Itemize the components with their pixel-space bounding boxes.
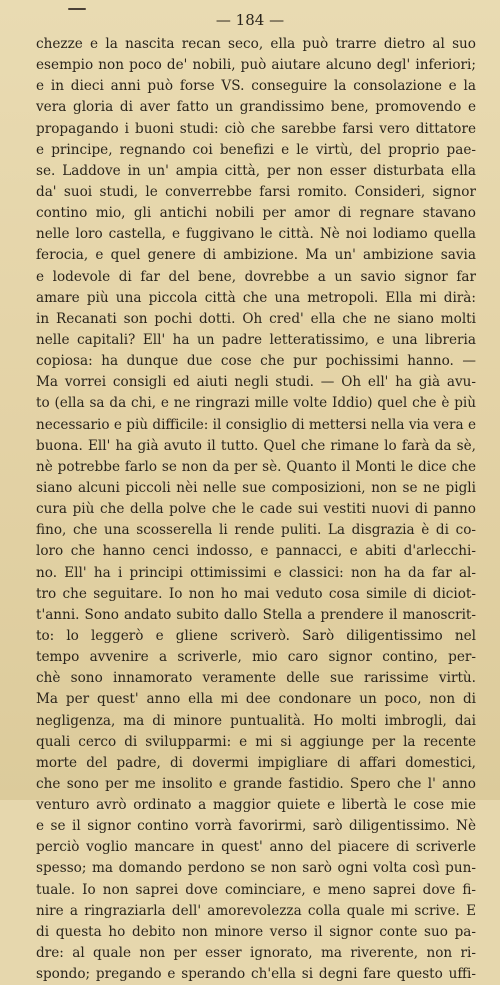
text-line: da' suoi studi, le converrebbe farsi romito. Consideri, signor bbox=[36, 183, 476, 200]
text-line: nelle capitali? Ell' ha un padre letteratissimo, e una libreria bbox=[36, 331, 476, 348]
text-line: Ma per quest' anno ella mi dee condonare un poco, non di bbox=[36, 691, 476, 708]
text-line: dre: al quale non per esser ignorato, ma riverente, non ri- bbox=[36, 945, 476, 962]
text-line: nè potrebbe farlo se non da per sè. Quanto il Monti le dice che bbox=[36, 458, 476, 475]
text-line: copiosa: ha dunque due cose che pur pochissimi hanno. — bbox=[36, 353, 476, 370]
text-line: to: lo leggerò e gliene scriverò. Sarò diligentissimo nel bbox=[36, 627, 476, 644]
text-line: spesso; ma domando perdono se non sarò ogni volta così pun- bbox=[36, 860, 476, 877]
text-line: che sono per me insolito e grande fastidio. Spero che l' anno bbox=[36, 775, 476, 792]
page-number: — 184 — bbox=[215, 11, 285, 29]
text-line: negligenza, ma di minore puntualità. Ho molti imbrogli, dai bbox=[36, 712, 476, 729]
text-line: nelle loro castella, e fuggivano le città. Nè noi lodiamo quella bbox=[36, 226, 476, 243]
text-line: quali cerco di svilupparmi: e mi si aggiunge per la recente bbox=[36, 733, 476, 750]
text-line: fino, che una scosserella li rende puliti. La disgrazia è di co- bbox=[36, 522, 476, 539]
text-line: siano alcuni piccoli nèi nelle sue composizioni, non se ne pigli bbox=[36, 479, 476, 496]
text-line: tuale. Io non saprei dove cominciare, e meno saprei dove fi- bbox=[36, 881, 476, 898]
text-line: cura più che della polve che le cade sui vestiti nuovi di panno bbox=[36, 501, 476, 518]
text-line: e lodevole di far del bene, dovrebbe a un savio signor far bbox=[36, 268, 476, 285]
text-line: contino mio, gli antichi nobili per amor di regnare stavano bbox=[36, 205, 476, 222]
body-text bbox=[36, 34, 476, 985]
text-line: loro che hanno cenci indosso, e pannacci, e abiti d'arlecchi- bbox=[36, 543, 476, 560]
text-line: Ma vorrei consigli ed aiuti negli studi. — Oh ell' ha già avu- bbox=[36, 374, 476, 391]
text-line: e principe, regnando coi benefizi e le virtù, del proprio pae- bbox=[36, 141, 476, 158]
text-line: ferocia, e quel genere di ambizione. Ma un' ambizione savia bbox=[36, 247, 476, 264]
text-line: e in dieci anni può forse VS. conseguire la consolazione e la bbox=[36, 78, 476, 95]
text-line: tempo avvenire a scriverle, mio caro signor contino, per- bbox=[36, 649, 476, 666]
text-line: spondo; pregando e sperando ch'ella si degni fare questo uffi- bbox=[36, 966, 476, 983]
text-line: to (ella sa da chi, e ne ringrazi mille volte Iddio) quel che è più bbox=[36, 395, 476, 412]
text-line: in Recanati son pochi dotti. Oh cred' ella che ne siano molti bbox=[36, 310, 476, 327]
text-line: buona. Ell' ha già avuto il tutto. Quel che rimane lo farà da sè, bbox=[36, 437, 476, 454]
text-line: propagando i buoni studi: ciò che sarebbe farsi vero dittatore bbox=[36, 120, 476, 137]
text-line: perciò voglio mancare in quest' anno del piacere di scriverle bbox=[36, 839, 476, 856]
text-line: tro che seguitare. Io non ho mai veduto cosa simile di diciot- bbox=[36, 585, 476, 602]
text-line: vera gloria di aver fatto un grandissimo bene, promovendo e bbox=[36, 99, 476, 116]
text-line: venturo avrò ordinato a maggior quiete e libertà le cose mie bbox=[36, 797, 476, 814]
text-line: necessario e più difficile: il consiglio di mettersi nella via vera e bbox=[36, 416, 476, 433]
text-line: di questa ho debito non minore verso il signor conte suo pa- bbox=[36, 923, 476, 940]
text-line: chè sono innamorato veramente delle sue rarissime virtù. bbox=[36, 670, 476, 687]
text-line: no. Ell' ha i principi ottimissimi e classici: non ha da far al- bbox=[36, 564, 476, 581]
text-line: e se il signor contino vorrà favorirmi, sarò diligentissimo. Nè bbox=[36, 818, 476, 835]
text-line: t'anni. Sono andato subito dallo Stella a prendere il manoscrit- bbox=[36, 606, 476, 623]
text-line: chezze e la nascita recan seco, ella può trarre dietro al suo bbox=[36, 36, 476, 52]
text-line: amare più una piccola città che una metropoli. Ella mi dirà: bbox=[36, 289, 476, 306]
text-line: nire a ringraziarla dell' amorevolezza colla quale mi scrive. E bbox=[36, 902, 476, 919]
text-line: esempio non poco de' nobili, può aiutare alcuno degl' inferiori; bbox=[36, 57, 476, 74]
text-line: morte del padre, di dovermi impigliare di affari domestici, bbox=[36, 754, 476, 771]
text-line: se. Laddove in un' ampia città, per non esser disturbata ella bbox=[36, 162, 476, 179]
